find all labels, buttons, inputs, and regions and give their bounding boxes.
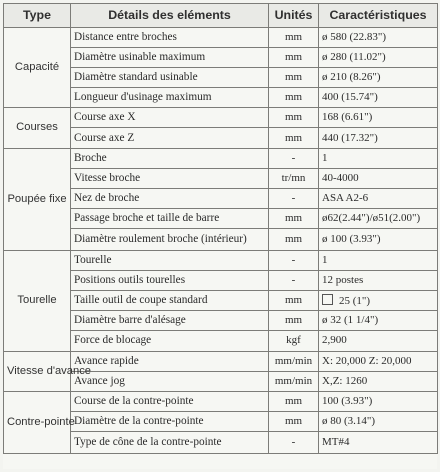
- value-cell: X: 20,000 Z: 20,000: [319, 351, 438, 371]
- value-cell: ø 80 (3.14"): [319, 411, 438, 431]
- value-cell: [319, 291, 438, 311]
- unit-cell: -: [269, 251, 319, 271]
- value-cell: 12 postes: [319, 271, 438, 291]
- table-row: [4, 28, 438, 48]
- spec-sheet: [3, 3, 437, 469]
- unit-cell: mm: [269, 48, 319, 68]
- detail-cell: Longueur d'usinage maximum: [71, 88, 269, 108]
- table-row: [4, 108, 438, 128]
- detail-cell: Avance jog: [71, 371, 269, 391]
- unit-cell: mm: [269, 291, 319, 311]
- value-cell: ø 580 (22.83"): [319, 28, 438, 48]
- value-cell: X,Z: 1260: [319, 371, 438, 391]
- detail-cell: Diamètre roulement broche (intérieur): [71, 228, 269, 250]
- detail-cell: Vitesse broche: [71, 168, 269, 188]
- value-cell: ø62(2.44")/ø51(2.00"): [319, 208, 438, 228]
- detail-cell: Force de blocage: [71, 331, 269, 351]
- unit-cell: mm/min: [269, 371, 319, 391]
- value-cell: 40-4000: [319, 168, 438, 188]
- unit-cell: mm: [269, 28, 319, 48]
- detail-cell: Course de la contre-pointe: [71, 391, 269, 411]
- value-cell: 168 (6.61"): [319, 108, 438, 128]
- group-label-vitesse: Vitesse d'avance: [4, 351, 71, 391]
- detail-cell: Course axe X: [71, 108, 269, 128]
- value-cell: 400 (15.74"): [319, 88, 438, 108]
- detail-cell: Diamètre barre d'alésage: [71, 311, 269, 331]
- detail-cell: Nez de broche: [71, 188, 269, 208]
- unit-cell: -: [269, 148, 319, 168]
- detail-cell: Passage broche et taille de barre: [71, 208, 269, 228]
- unit-cell: -: [269, 188, 319, 208]
- detail-cell: Course axe Z: [71, 128, 269, 148]
- value-cell: ø 280 (11.02"): [319, 48, 438, 68]
- unit-cell: -: [269, 431, 319, 453]
- detail-cell: Broche: [71, 148, 269, 168]
- value-cell: ASA A2-6: [319, 188, 438, 208]
- unit-cell: mm: [269, 208, 319, 228]
- table-row: [4, 391, 438, 411]
- unit-cell: -: [269, 271, 319, 291]
- unit-cell: mm: [269, 128, 319, 148]
- square-outline-icon: [322, 294, 333, 305]
- group-label-poupee: Poupée fixe: [4, 148, 71, 250]
- header-unit: Unités: [269, 4, 319, 28]
- value-cell: ø 32 (1 1/4"): [319, 311, 438, 331]
- unit-cell: mm: [269, 68, 319, 88]
- header-row: [4, 4, 438, 28]
- table-row: [4, 148, 438, 168]
- unit-cell: mm: [269, 311, 319, 331]
- detail-cell: Type de cône de la contre-pointe: [71, 431, 269, 453]
- value-cell: MT#4: [319, 431, 438, 453]
- detail-cell: Positions outils tourelles: [71, 271, 269, 291]
- detail-cell: Diamètre de la contre-pointe: [71, 411, 269, 431]
- tool-size-value: 25 (1"): [339, 294, 371, 307]
- group-label-tourelle: Tourelle: [4, 251, 71, 351]
- value-cell: 1: [319, 148, 438, 168]
- unit-cell: mm/min: [269, 351, 319, 371]
- value-cell: 440 (17.32"): [319, 128, 438, 148]
- header-detail: Détails des eléments: [71, 4, 269, 28]
- spec-table: [3, 3, 438, 454]
- value-cell: ø 100 (3.93"): [319, 228, 438, 250]
- value-cell: ø 210 (8.26"): [319, 68, 438, 88]
- value-cell: 2,900: [319, 331, 438, 351]
- group-label-contre: Contre-pointe: [4, 391, 71, 453]
- detail-cell: Diamètre standard usinable: [71, 68, 269, 88]
- group-label-courses: Courses: [4, 108, 71, 148]
- unit-cell: tr/mn: [269, 168, 319, 188]
- detail-cell: Diamètre usinable maximum: [71, 48, 269, 68]
- header-type: Type: [4, 4, 71, 28]
- unit-cell: kgf: [269, 331, 319, 351]
- header-characteristics: Caractéristiques: [319, 4, 438, 28]
- detail-cell: Taille outil de coupe standard: [71, 291, 269, 311]
- unit-cell: mm: [269, 411, 319, 431]
- detail-cell: Distance entre broches: [71, 28, 269, 48]
- unit-cell: mm: [269, 391, 319, 411]
- table-row: [4, 351, 438, 371]
- value-cell: 100 (3.93"): [319, 391, 438, 411]
- detail-cell: Tourelle: [71, 251, 269, 271]
- value-cell: 1: [319, 251, 438, 271]
- unit-cell: mm: [269, 228, 319, 250]
- unit-cell: mm: [269, 88, 319, 108]
- detail-cell: Avance rapide: [71, 351, 269, 371]
- table-row: [4, 251, 438, 271]
- group-label-capacite: Capacité: [4, 28, 71, 108]
- unit-cell: mm: [269, 108, 319, 128]
